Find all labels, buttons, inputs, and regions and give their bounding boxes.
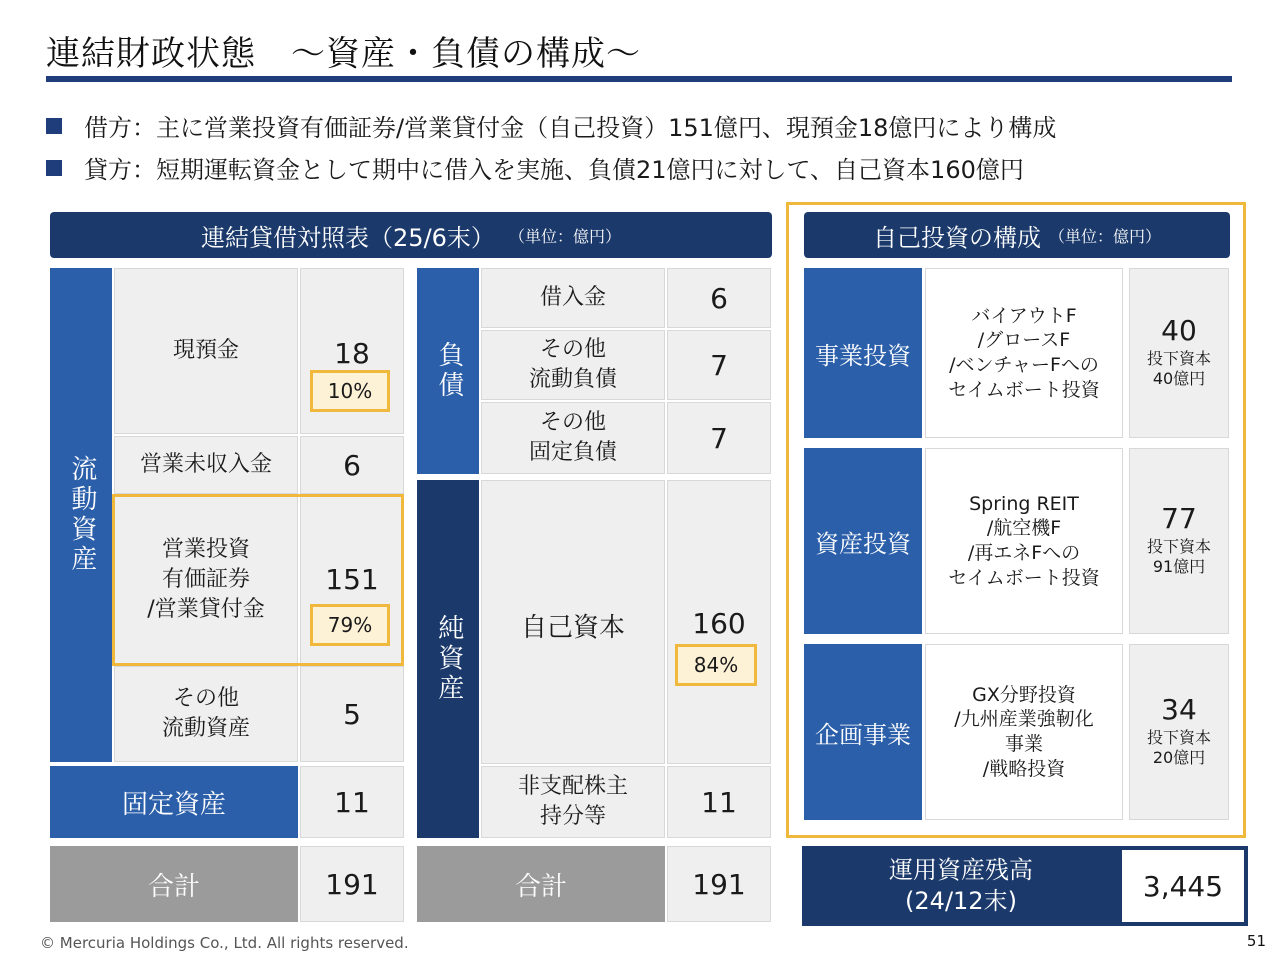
investment-row-value: 34 投下資本 20億円: [1129, 644, 1229, 820]
bullet-text: 借方：主に営業投資有価証券/営業貸付金（自己投資）151億円、現預金18億円により構成: [84, 114, 1057, 142]
total-right-label: 合計: [417, 846, 665, 922]
copyright: © Mercuria Holdings Co., Ltd. All rights reserved.: [40, 934, 409, 952]
liability-loan-label: 借入金: [481, 268, 665, 328]
asset-cash-label: 現預金: [114, 268, 298, 434]
asset-cash-value: 18: [300, 268, 404, 434]
bullet-square-icon: [46, 118, 62, 134]
total-left-label: 合計: [50, 846, 298, 922]
investment-row-value: 40 投下資本 40億円: [1129, 268, 1229, 438]
net-assets-label: 純資産: [417, 480, 479, 838]
liability-current-value: 7: [667, 330, 771, 400]
aum-value: 3,445: [1122, 850, 1244, 922]
investment-percent-badge: 79%: [310, 604, 390, 646]
liability-fixed-value: 7: [667, 402, 771, 474]
asset-investment-value: 151: [300, 496, 404, 664]
current-assets-label: 流動資産: [50, 268, 112, 762]
liabilities-label: 負債: [417, 268, 479, 474]
unit-label: （単位：億円）: [508, 226, 621, 246]
minority-value: 11: [667, 766, 771, 838]
asset-investment-label: 営業投資 有価証券 /営業貸付金: [114, 496, 298, 664]
aum-label: 運用資産残高 (24/12末): [889, 855, 1033, 915]
liability-loan-value: 6: [667, 268, 771, 328]
minority-label: 非支配株主 持分等: [481, 766, 665, 838]
asset-receivable-value: 6: [300, 436, 404, 494]
asset-receivable-label: 営業未収入金: [114, 436, 298, 494]
page-number: 51: [1246, 932, 1266, 950]
investment-header: [804, 212, 1230, 258]
asset-other-value: 5: [300, 666, 404, 762]
liability-current-label: その他 流動負債: [481, 330, 665, 400]
fixed-assets-value: 11: [300, 766, 404, 838]
equity-label: 自己資本: [481, 480, 665, 764]
total-right-value: 191: [667, 846, 771, 922]
asset-other-label: その他 流動資産: [114, 666, 298, 762]
unit-label: （単位：億円）: [1048, 226, 1161, 246]
investment-row-desc: バイアウトF /グロースF /ベンチャーFへの セイムボート投資: [925, 268, 1123, 438]
investment-title: 自己投資の構成: [872, 223, 1041, 252]
cash-percent-badge: 10%: [310, 370, 390, 412]
bullet-square-icon: [46, 160, 62, 176]
investment-row-desc: Spring REIT /航空機F /再エネFへの セイムボート投資: [925, 448, 1123, 634]
title-divider: [46, 76, 1232, 82]
investment-row-label: 事業投資: [804, 268, 922, 438]
fixed-assets-label: 固定資産: [50, 766, 298, 838]
investment-highlight-frame: [112, 494, 404, 666]
investment-row-desc: GX分野投資 /九州産業強靭化 事業 /戦略投資: [925, 644, 1123, 820]
bullet-text: 貸方：短期運転資金として期中に借入を実施、負債21億円に対して、自己資本160億円: [84, 156, 1024, 184]
equity-value: 160: [667, 480, 771, 764]
balance-sheet-title: 連結貸借対照表（25/6末）: [201, 223, 495, 252]
investment-row-label: 資産投資: [804, 448, 922, 634]
equity-percent-badge: 84%: [675, 644, 757, 686]
total-left-value: 191: [300, 846, 404, 922]
bullet-credit: [46, 150, 1024, 185]
page-title: 連結財政状態 ～資産・負債の構成～: [46, 34, 641, 74]
investment-row-label: 企画事業: [804, 644, 922, 820]
liability-fixed-label: その他 固定負債: [481, 402, 665, 474]
bullet-debit: [46, 108, 1056, 143]
investment-row-value: 77 投下資本 91億円: [1129, 448, 1229, 634]
balance-sheet-header: [50, 212, 772, 258]
